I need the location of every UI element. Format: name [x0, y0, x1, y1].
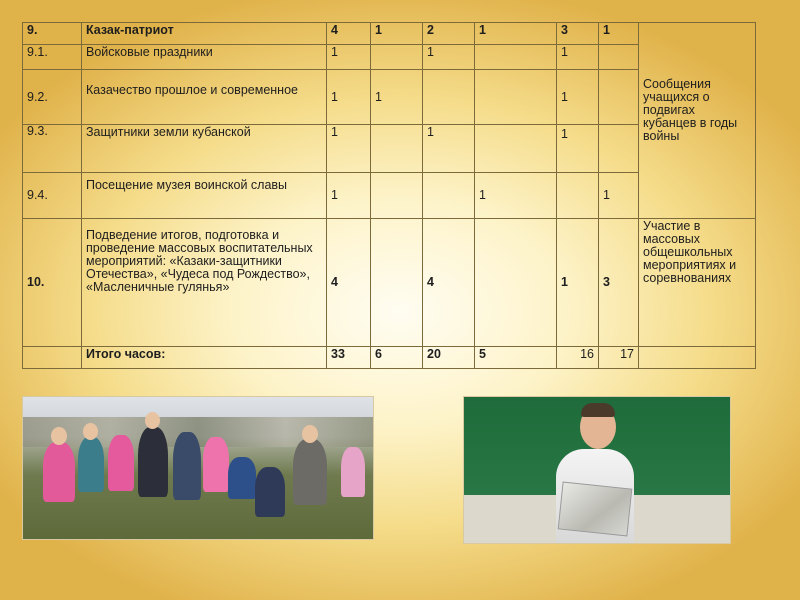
note-cell-10: Участие в массовых общешкольных мероприятиях и соревнованиях	[639, 219, 756, 347]
child-head	[302, 425, 318, 443]
child-figure	[293, 439, 327, 505]
boy-hair	[581, 403, 615, 417]
cell-value	[371, 125, 423, 173]
row-number: 9.	[23, 23, 82, 45]
cell-value: 1	[557, 70, 599, 125]
photo-children-group	[22, 396, 374, 540]
cell-value: 1	[423, 45, 475, 70]
cell-value: 16	[557, 347, 599, 369]
note-cell-9: Сообщения учащихся о подвигах кубанцев в годы войны	[639, 23, 756, 219]
cell-value	[599, 45, 639, 70]
cell-value: 1	[371, 70, 423, 125]
child-figure	[78, 437, 104, 492]
row-number: 9.4.	[23, 173, 82, 219]
cell-value: 1	[557, 45, 599, 70]
cell-value: 1	[371, 23, 423, 45]
cell-value: 6	[371, 347, 423, 369]
cell-value: 1	[599, 23, 639, 45]
child-figure	[108, 435, 134, 491]
cell-value: 3	[557, 23, 599, 45]
cell-value	[371, 173, 423, 219]
cell-value	[371, 219, 423, 347]
child-figure	[341, 447, 365, 497]
child-head	[145, 412, 160, 429]
child-figure	[138, 427, 168, 497]
newspaper	[558, 481, 633, 536]
cell-value: 1	[475, 173, 557, 219]
cell-value: 1	[423, 125, 475, 173]
cell-value: 5	[475, 347, 557, 369]
child-figure	[255, 467, 285, 517]
table-row	[23, 219, 756, 347]
cell-value: 4	[327, 23, 371, 45]
cell-value	[557, 173, 599, 219]
cell-value: 3	[599, 219, 639, 347]
program-table	[22, 22, 756, 369]
cell-value: 4	[327, 219, 371, 347]
cell-value: 1	[475, 23, 557, 45]
cell-value: 2	[423, 23, 475, 45]
cell-value: 20	[423, 347, 475, 369]
child-figure	[173, 432, 201, 500]
child-figure	[43, 442, 75, 502]
row-title: Казачество прошлое и современное	[82, 70, 327, 125]
row-number	[23, 347, 82, 369]
cell-value: 1	[327, 173, 371, 219]
cell-value	[599, 70, 639, 125]
row-title: Итого часов:	[82, 347, 327, 369]
row-title: Подведение итогов, подготовка и проведение массовых воспитательных мероприятий: «Казаки-защитники Отечества», «Чудеса под Рождество», «Масленичные гулянья»	[82, 219, 327, 347]
cell-value: 1	[327, 45, 371, 70]
cell-value	[371, 45, 423, 70]
row-title: Войсковые праздники	[82, 45, 327, 70]
cell-value: 17	[599, 347, 639, 369]
cell-value	[475, 219, 557, 347]
child-figure	[203, 437, 229, 492]
photo-boy-with-newspaper	[463, 396, 731, 544]
row-number: 9.3.	[23, 125, 82, 173]
cell-value	[475, 125, 557, 173]
cell-value: 1	[557, 219, 599, 347]
child-head	[83, 423, 98, 440]
table-row	[23, 23, 756, 45]
row-number: 9.2.	[23, 70, 82, 125]
empty-cell	[639, 347, 756, 369]
cell-value: 1	[557, 125, 599, 173]
child-head	[51, 427, 67, 445]
cell-value: 1	[599, 173, 639, 219]
row-title: Защитники земли кубанской	[82, 125, 327, 173]
cell-value	[423, 173, 475, 219]
child-figure	[228, 457, 256, 499]
table-row-total	[23, 347, 756, 369]
cell-value	[423, 70, 475, 125]
row-title: Казак-патриот	[82, 23, 327, 45]
cell-value	[599, 125, 639, 173]
cell-value	[475, 70, 557, 125]
row-number: 10.	[23, 219, 82, 347]
cell-value: 33	[327, 347, 371, 369]
row-title: Посещение музея воинской славы	[82, 173, 327, 219]
cell-value: 4	[423, 219, 475, 347]
row-number: 9.1.	[23, 45, 82, 70]
cell-value: 1	[327, 70, 371, 125]
cell-value: 1	[327, 125, 371, 173]
cell-value	[475, 45, 557, 70]
